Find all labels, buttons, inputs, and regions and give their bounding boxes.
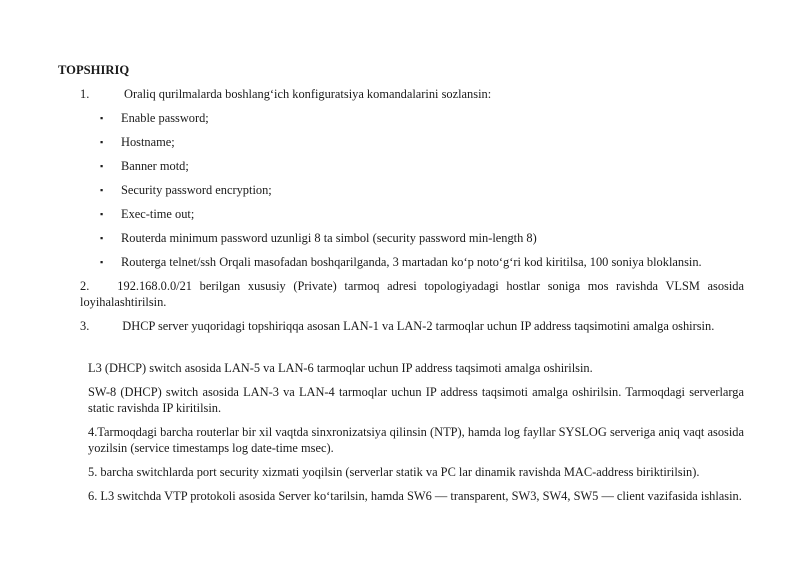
bullet-icon: ▪ <box>100 209 104 219</box>
bullet-text: Enable password; <box>121 111 209 125</box>
list-item-text: DHCP server yuqoridagi topshiriqqa asosan LAN-1 va LAN-2 tarmoqlar uchun IP address taqsimotini amalga oshirsin. <box>122 319 715 333</box>
list-number: 3. <box>80 319 90 333</box>
bullet-icon: ▪ <box>100 233 104 243</box>
bullet-icon: ▪ <box>100 257 104 267</box>
bullet-icon: ▪ <box>100 113 104 123</box>
paragraph-sw8-dhcp: SW-8 (DHCP) switch asosida LAN-3 va LAN-4 tarmoqlar uchun IP address taqsimoti amalga oshirilsin. Tarmoqdagi serverlarga static ravishda IP kiritilsin. <box>88 385 744 415</box>
paragraph-l3-dhcp: L3 (DHCP) switch asosida LAN-5 va LAN-6 tarmoqlar uchun IP address taqsimoti amalga oshirilsin. <box>88 361 593 375</box>
list-item-2 <box>80 278 744 310</box>
list-item-3 <box>80 318 744 334</box>
list-item-text: Oraliq qurilmalarda boshlang‘ich konfiguratsiya komandalarini sozlansin: <box>124 87 492 101</box>
bullet-text: Banner motd; <box>121 159 189 173</box>
paragraph-vtp: 6. L3 switchda VTP protokoli asosida Server ko‘tarilsin, hamda SW6 — transparent, SW3, SW4, SW5 — client vazifasida ishlasin. <box>88 489 742 503</box>
list-item-text: 192.168.0.0/21 berilgan xususiy (Private) tarmoq adresi topologiyadagi hostlar soniga mos ravishda VLSM asosida loyihalashtirilsin. <box>80 279 744 309</box>
bullet-text: Security password encryption; <box>121 183 272 197</box>
bullet-text: Exec-time out; <box>121 207 195 221</box>
document-title: TOPSHIRIQ <box>58 63 130 77</box>
bullet-text: Hostname; <box>121 135 175 149</box>
list-number: 2. <box>80 279 90 293</box>
list-number: 1. <box>80 87 90 101</box>
bullet-icon: ▪ <box>100 161 104 171</box>
bullet-text: Routerga telnet/ssh Orqali masofadan boshqarilganda, 3 martadan ko‘p noto‘g‘ri kod kiritilsa, 100 soniya bloklansin. <box>121 255 702 269</box>
paragraph-port-security: 5. barcha switchlarda port security xizmati yoqilsin (serverlar statik va PC lar dinamik ravishda MAC-address biriktirilsin). <box>88 465 700 479</box>
paragraph-ntp-syslog: 4.Tarmoqdagi barcha routerlar bir xil vaqtda sinxronizatsiya qilinsin (NTP), hamda log fayllar SYSLOG serveriga aniq vaqt asosida yozilsin (service timestamps log date-time msec). <box>88 425 744 455</box>
bullet-icon: ▪ <box>100 137 104 147</box>
bullet-text: Routerda minimum password uzunligi 8 ta simbol (security password min-length 8) <box>121 231 537 245</box>
bullet-icon: ▪ <box>100 185 104 195</box>
